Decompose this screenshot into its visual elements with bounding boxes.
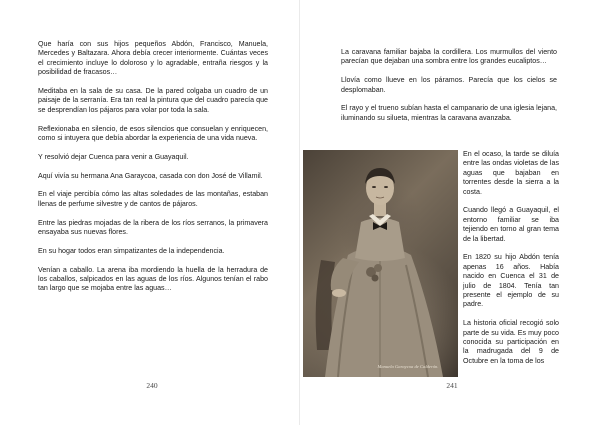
right-page-top-text (341, 48, 557, 133)
left-page-text-column (38, 40, 268, 303)
paragraph: Entre las piedras mojadas de la ribera de los ríos serranos, la primavera ensayaba sus nuevas flores. (38, 218, 268, 237)
paragraph: Y resolvió dejar Cuenca para venir a Guayaquil. (38, 152, 189, 161)
photo-caption: Manuela Garaycoa de Calderón. (377, 364, 439, 369)
page-number-left: 240 (146, 381, 158, 390)
paragraph: Meditaba en la sala de su casa. De la pared colgaba un cuadro de un paisaje de la serranía. Era tan real la pintura que del cuadro parecía que se desprendían los pájaros para volar por toda la sala. (38, 87, 268, 114)
paragraph: Aquí vivía su hermana Ana Garaycoa, casada con don José de Villamil. (38, 171, 263, 180)
portrait-illustration (303, 150, 458, 377)
paragraph: Que haría con sus hijos pequeños Abdón, Francisco, Manuela, Mercedes y Baltazara. Ahora debía crecer interiormente. Cuántas veces el crecimiento incluye lo doloroso y lo agradable, entraña riesgos y la posibilidad de fracasos… (38, 40, 268, 77)
paragraph: En el viaje percibía cómo las altas soledades de las montañas, estaban llenas de perfume silvestre y de cantos de pájaros. (38, 190, 268, 208)
paragraph: Reflexionaba en silencio, de esos silencios que consuelan y enriquecen, como si intuyera que debía abordar la experiencia de una vida nueva. (38, 124, 268, 143)
paragraph: La historia oficial recogió solo parte de su vida. Es muy poco conocida su participación en la madrugada del 9 de Octubre en la toma de los (463, 319, 559, 365)
paragraph: En el ocaso, la tarde se diluía entre las ondas violetas de las aguas que bajaban en torrentes desde la sierra a la costa. (463, 150, 559, 196)
page-number-right: 241 (446, 381, 458, 390)
paragraph: En 1820 su hijo Abdón tenía apenas 16 años. Había nacido en Cuenca el 31 de julio de 1804. Tenía tan presente el ejemplo de su padre. (463, 253, 559, 309)
right-page-side-text (463, 150, 559, 376)
paragraph: Cuando llegó a Guayaquil, el entorno familiar se iba tejiendo en torno al gran tema de la libertad. (463, 206, 559, 243)
right-page (300, 0, 600, 425)
paragraph: En su hogar todos eran simpatizantes de la independencia. (38, 246, 225, 255)
paragraph: El rayo y el trueno subían hasta el campanario de una iglesia lejana, iluminando su silueta, mientras la caravana avanzaba. (341, 104, 557, 122)
paragraph: La caravana familiar bajaba la cordillera. Los murmullos del viento parecían que dejaban una sombra entre los grandes eucaliptos… (341, 48, 557, 66)
portrait-photo (303, 150, 458, 377)
paragraph: Llovía como llueve en los páramos. Parecía que los cielos se desplomaban. (341, 76, 557, 94)
paragraph: Venían a caballo. La arena iba mordiendo la huella de la herradura de los caballos, salpicados en las aguas de los ríos. Algunos tenían el rabo tan largo que se mojaba entre las aguas… (38, 265, 268, 293)
